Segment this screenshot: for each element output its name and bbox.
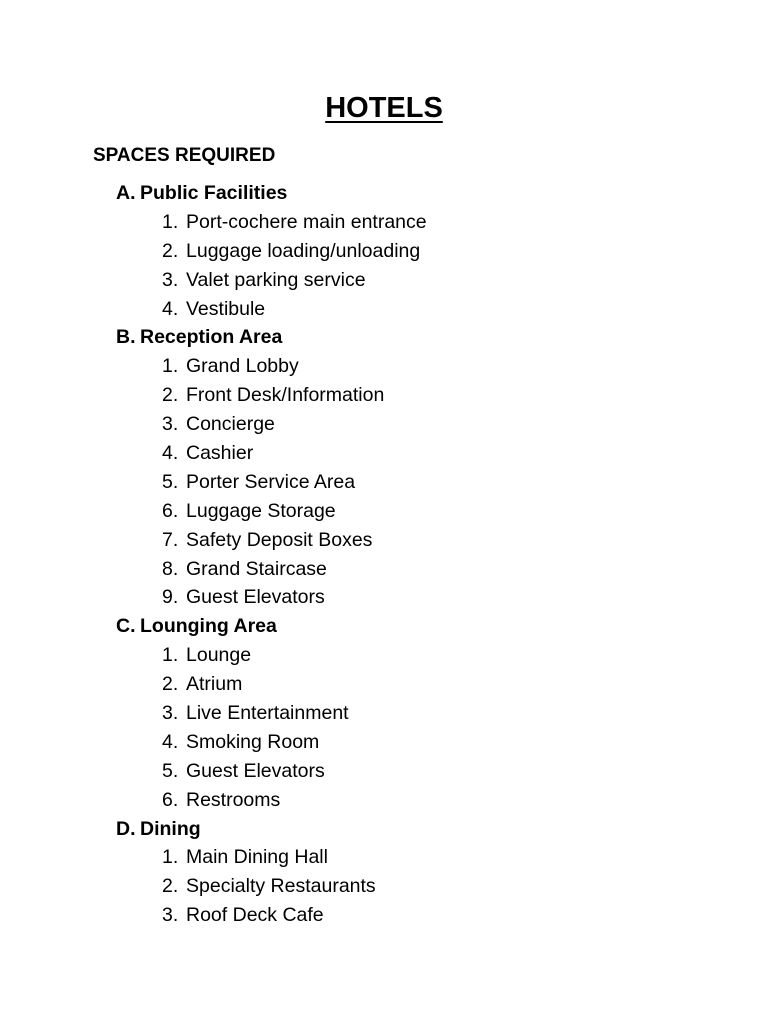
- list-item-text: Safety Deposit Boxes: [186, 528, 373, 551]
- list-item-number: 3.: [162, 702, 179, 725]
- list-item-text: Restrooms: [186, 788, 281, 811]
- section-title: Lounging Area: [140, 615, 277, 638]
- list-item-text: Atrium: [186, 673, 243, 696]
- list-item-number: 4.: [162, 730, 179, 753]
- list-item-number: 3.: [162, 268, 179, 291]
- list-item-text: Porter Service Area: [186, 470, 356, 493]
- list-item-number: 3.: [162, 413, 179, 436]
- list-item: [0, 237, 768, 266]
- list-item-number: 4.: [162, 297, 179, 320]
- section-letter: C.: [116, 615, 136, 638]
- list-item-text: Smoking Room: [186, 730, 320, 753]
- list-item: [0, 381, 768, 410]
- list-item: [0, 901, 768, 930]
- list-item: [0, 526, 768, 555]
- list-item-text: Main Dining Hall: [186, 846, 328, 869]
- section-letter: D.: [116, 817, 136, 840]
- list-item-number: 7.: [162, 528, 179, 551]
- page-title: [0, 88, 768, 128]
- list-item: [0, 439, 768, 468]
- list-item-number: 2.: [162, 239, 179, 262]
- list-item-number: 1.: [162, 644, 179, 667]
- list-item-text: Grand Staircase: [186, 557, 327, 580]
- list-item: [0, 410, 768, 439]
- outline-section: [0, 323, 768, 352]
- list-item-number: 4.: [162, 442, 179, 465]
- section-title: Reception Area: [140, 326, 283, 349]
- list-item: [0, 757, 768, 786]
- list-item-text: Valet parking service: [186, 268, 366, 291]
- list-item: [0, 670, 768, 699]
- list-item: [0, 699, 768, 728]
- list-item-number: 2.: [162, 384, 179, 407]
- section-letter: B.: [116, 326, 136, 349]
- list-item-text: Vestibule: [186, 297, 266, 320]
- outline-list: [0, 179, 768, 930]
- section-letter: A.: [116, 182, 136, 204]
- list-item-text: Cashier: [186, 442, 254, 465]
- outline-section: [0, 815, 768, 844]
- list-item: [0, 468, 768, 497]
- list-item-text: Port-cochere main entrance: [186, 210, 427, 233]
- list-item: [0, 786, 768, 815]
- list-item-number: 2.: [162, 673, 179, 696]
- list-item-number: 9.: [162, 586, 179, 609]
- list-item-text: Specialty Restaurants: [186, 875, 376, 898]
- list-item: [0, 295, 768, 324]
- list-item-number: 1.: [162, 846, 179, 869]
- section-title: Public Facilities: [140, 182, 288, 204]
- list-item: [0, 641, 768, 670]
- list-item: [0, 872, 768, 901]
- list-item-text: Live Entertainment: [186, 702, 349, 725]
- list-item-text: Guest Elevators: [186, 586, 325, 609]
- list-item-number: 2.: [162, 875, 179, 898]
- list-item: [0, 352, 768, 381]
- list-item-number: 3.: [162, 904, 179, 927]
- outline-section: [0, 612, 768, 641]
- section-heading: SPACES REQUIRED: [93, 145, 276, 166]
- list-item-number: 6.: [162, 499, 179, 522]
- list-item-number: 5.: [162, 759, 179, 782]
- list-item-text: Lounge: [186, 644, 252, 667]
- list-item: [0, 266, 768, 295]
- list-item-number: 5.: [162, 470, 179, 493]
- list-item: [0, 208, 768, 237]
- section-title: Dining: [140, 817, 201, 840]
- list-item-text: Guest Elevators: [186, 759, 325, 782]
- list-item-text: Concierge: [186, 413, 275, 436]
- list-item-number: 8.: [162, 557, 179, 580]
- list-item-number: 1.: [162, 210, 179, 233]
- list-item: [0, 583, 768, 612]
- outline-section: [0, 179, 768, 208]
- list-item: [0, 555, 768, 584]
- list-item-text: Luggage loading/unloading: [186, 239, 421, 262]
- list-item: [0, 497, 768, 526]
- list-item-text: Luggage Storage: [186, 499, 336, 522]
- list-item: [0, 843, 768, 872]
- list-item-text: Roof Deck Cafe: [186, 904, 324, 927]
- page-title-text: HOTELS: [325, 92, 443, 124]
- list-item-text: Grand Lobby: [186, 355, 299, 378]
- list-item-number: 1.: [162, 355, 179, 378]
- list-item-number: 6.: [162, 788, 179, 811]
- list-item: [0, 728, 768, 757]
- list-item-text: Front Desk/Information: [186, 384, 385, 407]
